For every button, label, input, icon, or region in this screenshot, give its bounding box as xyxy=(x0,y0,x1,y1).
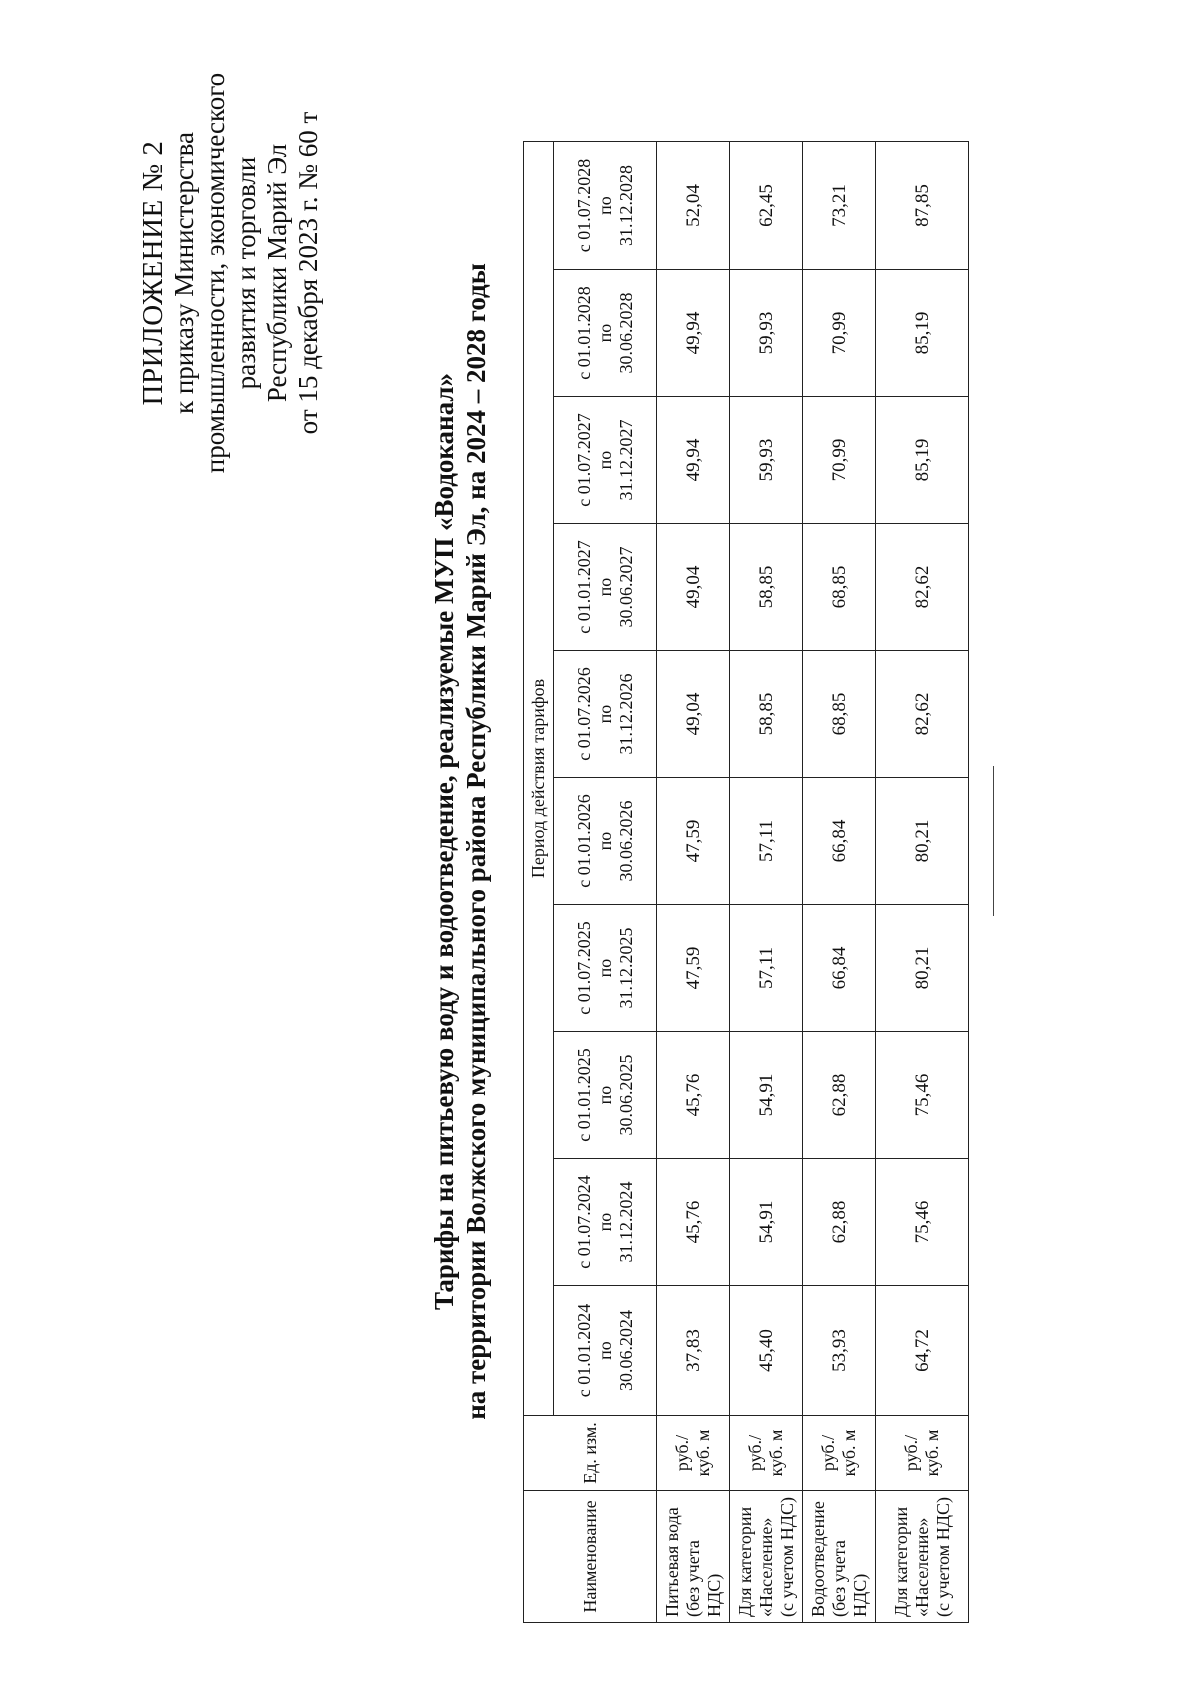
period-header-cell xyxy=(554,1159,657,1286)
period-to: 31.12.2024 xyxy=(615,1181,636,1263)
period-from: с 01.07.2028 xyxy=(573,158,594,253)
tariff-value-cell: 66,84 xyxy=(803,905,876,1032)
row-name-cell xyxy=(657,1491,730,1623)
row-name-line: (с учетом НДС) xyxy=(776,1497,797,1617)
tariff-value-cell: 53,93 xyxy=(803,1286,876,1416)
tariff-value-cell: 59,93 xyxy=(730,397,803,524)
period-mid: по xyxy=(594,196,615,215)
tariff-value-cell: 87,85 xyxy=(876,142,969,270)
tariff-value-cell: 73,21 xyxy=(803,142,876,270)
tariff-value-cell: 49,04 xyxy=(657,651,730,778)
table-row xyxy=(876,142,969,1623)
period-mid: по xyxy=(594,1341,615,1360)
period-to: 31.12.2026 xyxy=(615,673,636,755)
title-line: на территории Волжского муниципального района Республики Марий Эл, на 2024 – 2028 годы xyxy=(461,263,491,1420)
tariff-value-cell: 54,91 xyxy=(730,1032,803,1159)
row-unit-line: руб./ xyxy=(818,1434,838,1472)
row-unit-cell xyxy=(803,1416,876,1491)
tariff-value-cell: 47,59 xyxy=(657,778,730,905)
tariff-value-cell: 58,85 xyxy=(730,524,803,651)
tariff-value-cell: 75,46 xyxy=(876,1032,969,1159)
period-from: с 01.01.2028 xyxy=(573,286,594,380)
period-header-cell xyxy=(554,1032,657,1159)
period-from: с 01.07.2025 xyxy=(573,921,594,1015)
period-to: 30.06.2025 xyxy=(615,1054,636,1136)
row-name-cell xyxy=(803,1491,876,1623)
period-row xyxy=(554,142,657,1623)
tariff-value-cell: 82,62 xyxy=(876,651,969,778)
unit-header: Ед. изм. xyxy=(524,1416,657,1491)
row-unit-line: куб. м xyxy=(693,1429,713,1477)
tariff-value-cell: 62,45 xyxy=(730,142,803,270)
appendix-number: ПРИЛОЖЕНИЕ № 2 xyxy=(137,140,169,406)
row-name-line: (без учета НДС) xyxy=(828,1540,870,1617)
title-line: Тарифы на питьевую воду и водоотведение, реализуемые МУП «Водоканал» xyxy=(429,373,459,1310)
period-to: 31.12.2027 xyxy=(615,419,636,501)
separator-line xyxy=(993,766,994,916)
tariff-value-cell: 68,85 xyxy=(803,651,876,778)
row-name-line: (с учетом НДС) xyxy=(932,1497,953,1617)
period-to: 31.12.2028 xyxy=(615,165,636,246)
appendix-line: промышленности, экономического xyxy=(200,72,230,474)
appendix-block xyxy=(138,53,324,493)
tariff-value-cell: 62,88 xyxy=(803,1032,876,1159)
appendix-line: развития и торговли xyxy=(231,156,261,390)
table-row xyxy=(657,142,730,1623)
tariff-value-cell: 49,94 xyxy=(657,397,730,524)
period-mid: по xyxy=(594,1085,615,1105)
period-header-cell xyxy=(554,270,657,397)
period-to: 30.06.2028 xyxy=(615,292,636,374)
tariff-value-cell: 45,40 xyxy=(730,1286,803,1416)
appendix-line: Республики Марий Эл xyxy=(262,143,292,403)
tariff-value-cell: 52,04 xyxy=(657,142,730,270)
tariff-value-cell: 57,11 xyxy=(730,905,803,1032)
row-name-line: (без учета НДС) xyxy=(682,1540,724,1617)
tariff-value-cell: 75,46 xyxy=(876,1159,969,1286)
period-mid: по xyxy=(594,323,615,343)
tariff-value-cell: 45,76 xyxy=(657,1032,730,1159)
tariff-value-cell: 49,04 xyxy=(657,524,730,651)
row-name-line: «Население» xyxy=(755,1517,776,1617)
period-to: 30.06.2024 xyxy=(615,1310,636,1391)
period-from: с 01.07.2027 xyxy=(573,413,594,507)
period-header-cell xyxy=(554,142,657,270)
row-name-line: Для категории xyxy=(734,1506,755,1617)
table-row xyxy=(803,142,876,1623)
tariff-value-cell: 64,72 xyxy=(876,1286,969,1416)
tariff-value-cell: 70,99 xyxy=(803,397,876,524)
period-header: Период действия тарифов xyxy=(524,142,554,1416)
tariff-value-cell: 85,19 xyxy=(876,270,969,397)
period-mid: по xyxy=(594,831,615,851)
period-from: с 01.01.2027 xyxy=(573,540,594,634)
row-name-cell xyxy=(876,1491,969,1623)
row-unit-line: куб. м xyxy=(766,1429,786,1477)
period-mid: по xyxy=(594,704,615,724)
row-unit-line: куб. м xyxy=(839,1429,859,1477)
appendix-line: к приказу Министерства xyxy=(169,131,199,415)
period-from: с 01.01.2025 xyxy=(573,1048,594,1142)
tariff-value-cell: 85,19 xyxy=(876,397,969,524)
period-to: 30.06.2026 xyxy=(615,800,636,882)
period-header-cell xyxy=(554,651,657,778)
period-header-cell xyxy=(554,778,657,905)
tariff-value-cell: 57,11 xyxy=(730,778,803,905)
row-name-cell xyxy=(730,1491,803,1623)
period-header-cell xyxy=(554,397,657,524)
tariff-value-cell: 58,85 xyxy=(730,651,803,778)
period-header-cell xyxy=(554,905,657,1032)
row-unit-cell xyxy=(730,1416,803,1491)
period-to: 30.06.2027 xyxy=(615,546,636,628)
row-name-line: Водоотведение xyxy=(807,1501,828,1617)
row-name-line: Для категории xyxy=(890,1506,911,1617)
tariff-value-cell: 82,62 xyxy=(876,524,969,651)
period-from: с 01.01.2026 xyxy=(573,794,594,888)
tariff-value-cell: 59,93 xyxy=(730,270,803,397)
tariff-value-cell: 47,59 xyxy=(657,905,730,1032)
period-mid: по xyxy=(594,577,615,597)
period-from: с 01.01.2024 xyxy=(573,1303,594,1398)
row-unit-line: руб./ xyxy=(901,1434,921,1472)
period-mid: по xyxy=(594,1212,615,1232)
tariff-value-cell: 62,88 xyxy=(803,1159,876,1286)
tariff-value-cell: 80,21 xyxy=(876,778,969,905)
tariff-value-cell: 66,84 xyxy=(803,778,876,905)
appendix-date: от 15 декабря 2023 г. № 60 т xyxy=(293,111,323,435)
tariff-value-cell: 68,85 xyxy=(803,524,876,651)
tariff-value-cell: 54,91 xyxy=(730,1159,803,1286)
period-from: с 01.07.2026 xyxy=(573,667,594,761)
table-row xyxy=(730,142,803,1623)
period-header-cell xyxy=(554,1286,657,1416)
row-unit-line: куб. м xyxy=(922,1429,942,1477)
tariff-value-cell: 49,94 xyxy=(657,270,730,397)
document-title xyxy=(428,60,492,1623)
period-from: с 01.07.2024 xyxy=(573,1175,594,1269)
table-body xyxy=(657,142,969,1623)
period-mid: по xyxy=(594,958,615,978)
tariff-value-cell: 45,76 xyxy=(657,1159,730,1286)
name-header: Наименование xyxy=(524,1491,657,1623)
period-header-cell xyxy=(554,524,657,651)
tariff-value-cell: 37,83 xyxy=(657,1286,730,1416)
tariff-value-cell: 80,21 xyxy=(876,905,969,1032)
row-unit-line: руб./ xyxy=(672,1434,692,1472)
row-name-line: «Население» xyxy=(911,1517,932,1617)
period-to: 31.12.2025 xyxy=(615,927,636,1009)
row-unit-cell xyxy=(657,1416,730,1491)
tariff-table xyxy=(523,141,969,1623)
period-mid: по xyxy=(594,450,615,470)
tariff-value-cell: 70,99 xyxy=(803,270,876,397)
row-unit-line: руб./ xyxy=(745,1434,765,1472)
row-name-line: Питьевая вода xyxy=(661,1507,682,1617)
row-unit-cell xyxy=(876,1416,969,1491)
